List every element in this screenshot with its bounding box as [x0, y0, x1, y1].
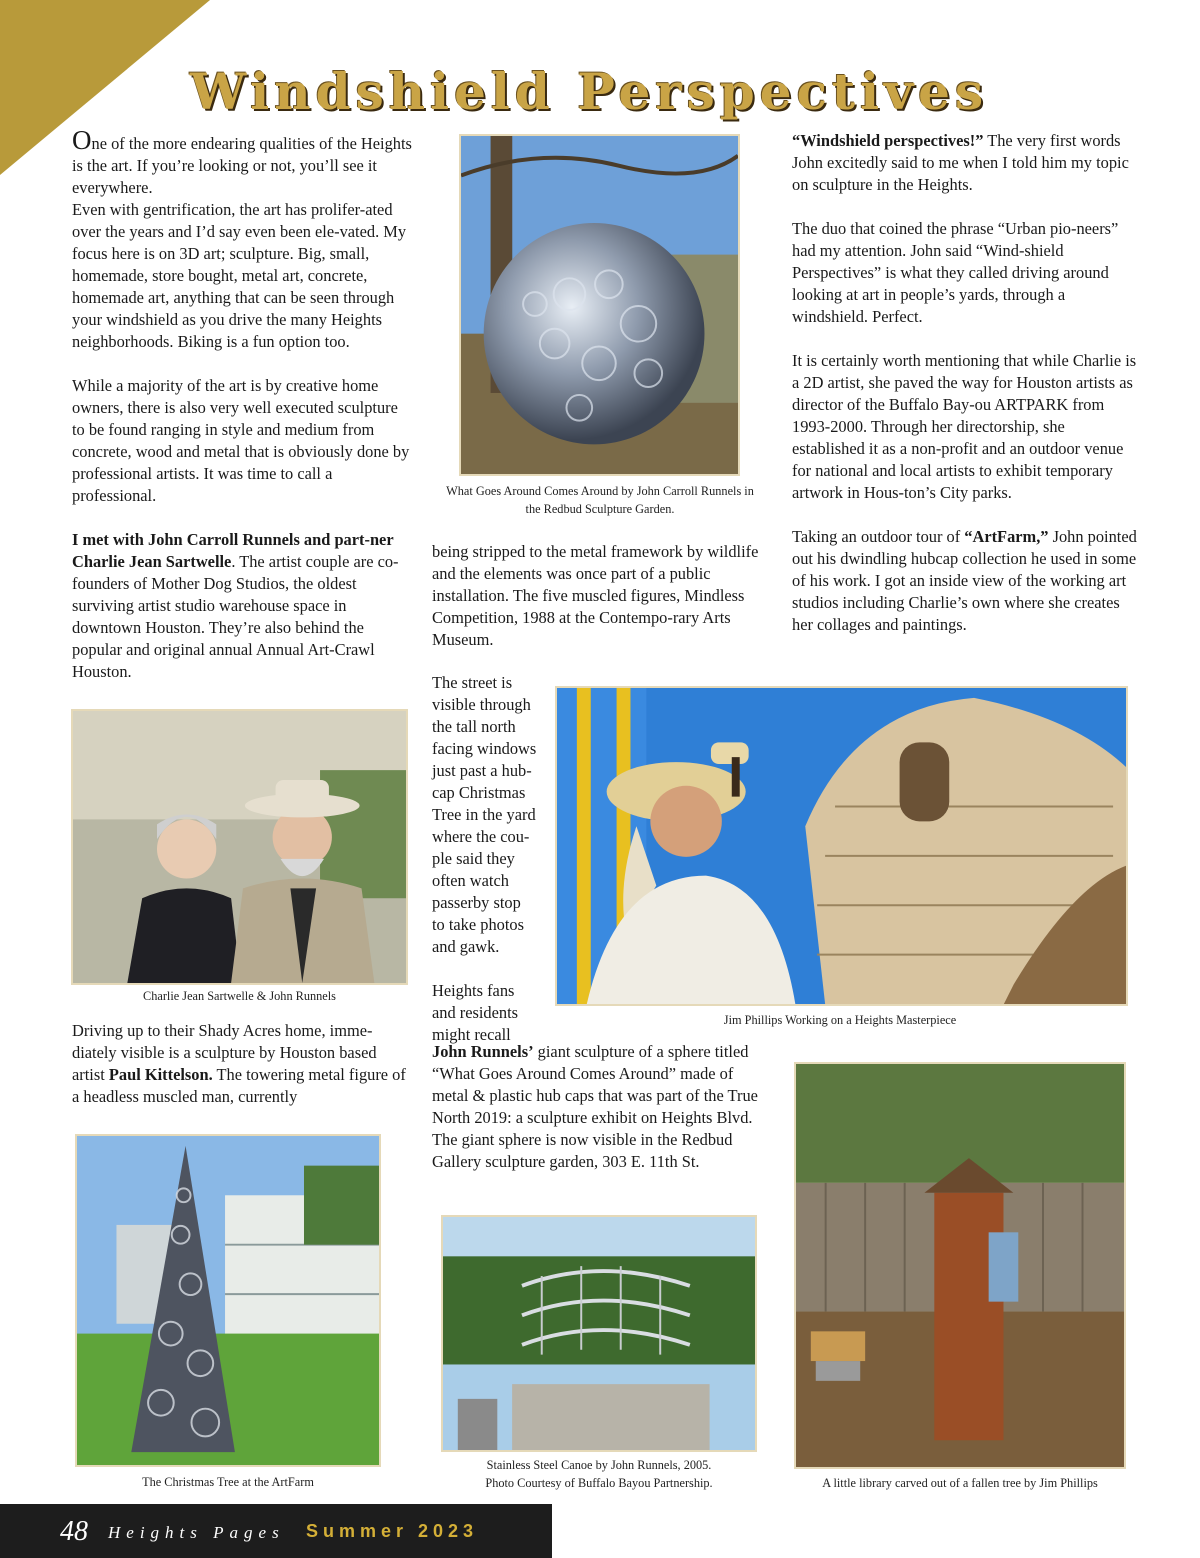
column-2: [432, 541, 772, 673]
street-line: often watch: [432, 871, 509, 890]
photo-carver: [555, 686, 1128, 1006]
sphere-bold: John Runnels’: [432, 1042, 534, 1061]
paragraph-artfarm: [792, 526, 1137, 636]
fans-line: and residents: [432, 1003, 519, 1022]
column-2-narrow: [432, 672, 562, 1046]
street-line: ple said they: [432, 849, 515, 868]
column-1: [72, 125, 412, 705]
caption-canoe-line-2: Photo Courtesy of Buffalo Bayou Partnership.: [485, 1476, 713, 1490]
paragraph-driving: [72, 1020, 412, 1108]
caption-canoe: [441, 1456, 757, 1492]
street-line: cap Christmas: [432, 783, 526, 802]
paragraph-street: [432, 672, 562, 958]
caption-carver: Jim Phillips Working on a Heights Masterpiece: [723, 1013, 957, 1027]
fans-line: Heights fans: [432, 981, 515, 1000]
driving-text-a: Driving up to their Shady Acres home, imme-diately visible is a sculpture by Houston based artist: [72, 1021, 377, 1084]
paragraph-fans: [432, 980, 562, 1046]
street-line: passerby stop: [432, 893, 521, 912]
street-line: The street is: [432, 673, 513, 692]
publication-name: Heights Pages: [108, 1523, 285, 1542]
meeting-bold: I met with John Carroll Runnels and part-ner Charlie Jean Sartwelle: [72, 530, 394, 571]
drop-cap: O: [72, 125, 92, 155]
caption-library: A little library carved out of a fallen tree by Jim Phillips: [822, 1476, 1098, 1490]
paragraph-gentrification: Even with gentrification, the art has prolifer-ated over the years and I’d say even been ele-vated. My focus here is on 3D art; sculpture. Big, small, homemade, store bought, metal art, concrete, homemade art, anything that can be seen through your windshield as you drive the many Heights neighborhoods. Biking is a fun option too.: [72, 200, 407, 351]
photo-canoe: [441, 1215, 757, 1452]
caption-sphere: What Goes Around Comes Around by John Carroll Runnels in the Redbud Sculpture Garden.: [446, 484, 754, 516]
photo-sphere: [459, 134, 740, 476]
paragraph-charlie: It is certainly worth mentioning that while Charlie is a 2D artist, she paved the way for Houston artists as director of the Buffalo Bay-ou ARTPARK from 1993-2000. Through her directorship, she established it as a non-profit and an outdoor venue for national and local artists to exhibit temporary artwork in Hous-ton’s City parks.: [792, 351, 1137, 502]
meeting-text: . The artist couple are co-founders of Mother Dog Studios, the oldest surviving artist studio warehouse space in downtown Houston. They’re also behind the popular and original annual Annual Art-Crawl Houston.: [72, 552, 399, 681]
paragraph-stripped: being stripped to the metal framework by wildlife and the elements was once part of a public installation. The five muscled figures, Mindless Competition, 1988 at the Contempo-rary Arts Museum.: [432, 542, 759, 649]
caption-christmas-tree: The Christmas Tree at the ArtFarm: [142, 1475, 314, 1489]
driving-text-b: The towering metal figure of a headless muscled man, currently: [72, 1065, 406, 1106]
page-number: 48: [60, 1516, 88, 1547]
column-2-lower: [432, 1041, 772, 1195]
page-title: Windshield Perspectives: [190, 62, 989, 121]
paragraph-sphere: [432, 1041, 772, 1173]
street-line: just past a hub-: [432, 761, 532, 780]
artfarm-bold: “ArtFarm,”: [964, 527, 1049, 546]
windshield-text: The very first words John excitedly said to me when I told him my topic on sculpture in the Heights.: [792, 131, 1129, 194]
photo-library: [794, 1062, 1126, 1469]
paragraph-majority: While a majority of the art is by creative home owners, there is also very well executed sculpture to be found ranging in style and medium from concrete, wood and metal that is obviously done by professional artists. It was time to call a professional.: [72, 376, 410, 505]
artfarm-text-a: Taking an outdoor tour of: [792, 527, 965, 546]
street-line: facing windows: [432, 739, 537, 758]
paragraph-windshield: [792, 130, 1137, 196]
street-line: Tree in the yard: [432, 805, 536, 824]
caption-canoe-line-1: Stainless Steel Canoe by John Runnels, 2005.: [486, 1458, 712, 1472]
issue-label: Summer 2023: [306, 1521, 479, 1541]
street-line: the tall north: [432, 717, 516, 736]
intro-paragraph: [72, 125, 412, 199]
paragraph-duo: The duo that coined the phrase “Urban pio-neers” had my attention. John said “Wind-shield Perspectives” is what they called driving around looking at art in people’s yards, through a windshield. Perfect.: [792, 219, 1119, 326]
street-line: and gawk.: [432, 937, 500, 956]
street-line: to take photos: [432, 915, 524, 934]
caption-couple: Charlie Jean Sartwelle & John Runnels: [143, 989, 336, 1003]
driving-bold: Paul Kittelson.: [108, 1065, 213, 1084]
street-line: visible through: [432, 695, 531, 714]
fans-line: might recall: [432, 1025, 511, 1044]
street-line: where the cou-: [432, 827, 530, 846]
column-1-lower: [72, 1020, 412, 1130]
column-3: [792, 130, 1137, 658]
paragraph-meeting: [72, 529, 412, 683]
photo-couple: [71, 709, 408, 985]
artfarm-text-b: John pointed out his dwindling hubcap collection he used in some of his work. I got an inside view of the working art studios including Charlie’s own where she creates her collages and paintings.: [792, 527, 1137, 634]
windshield-bold: “Windshield perspectives!”: [792, 131, 984, 150]
photo-christmas-tree: [75, 1134, 381, 1467]
sphere-text: giant sculpture of a sphere titled “What Goes Around Comes Around” made of metal & plastic hub caps that was part of the True North 2019: a sculpture exhibit on Heights Blvd. The giant sphere is now visible in the Redbud Gallery sculpture garden, 303 E. 11th St.: [432, 1042, 758, 1171]
intro-text: ne of the more endearing qualities of the Heights is the art. If you’re looking or not, you’ll see it everywhere.: [72, 134, 412, 197]
